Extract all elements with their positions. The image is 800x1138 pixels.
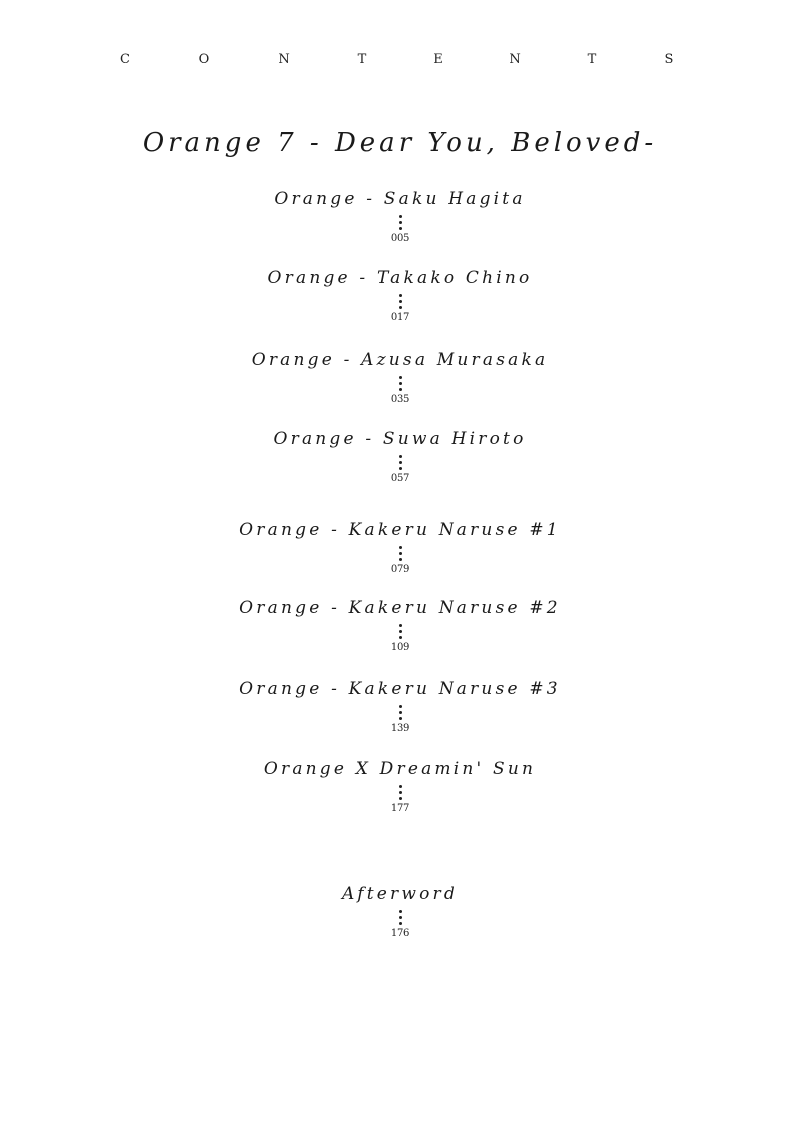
- toc-entry: [0, 429, 800, 485]
- toc-entry: [0, 884, 800, 940]
- header-letter: N: [509, 52, 521, 67]
- toc-entry: [0, 520, 800, 576]
- entry-title: Orange - Takako Chino: [267, 268, 533, 288]
- entry-title: Orange - Suwa Hiroto: [273, 429, 527, 449]
- toc-entry: [0, 598, 800, 654]
- leader-dots-icon: [398, 215, 402, 230]
- book-title: Orange 7 - Dear You, Beloved-: [142, 128, 658, 158]
- entry-title: Orange X Dreamin' Sun: [263, 759, 537, 779]
- toc-entry: [0, 350, 800, 406]
- entry-page-number: 017: [390, 312, 410, 323]
- leader-dots-icon: [398, 546, 402, 561]
- entry-page-number: 005: [390, 233, 410, 244]
- contents-header: [0, 52, 800, 74]
- header-letter: O: [198, 52, 210, 67]
- entry-page-number: 109: [390, 642, 410, 653]
- entry-page-number: 139: [390, 723, 410, 734]
- leader-dots-icon: [398, 624, 402, 639]
- header-letter: S: [664, 52, 674, 67]
- toc-entry: [0, 759, 800, 815]
- toc-entry: [0, 268, 800, 324]
- entry-page-number: 057: [390, 473, 410, 484]
- header-letter: C: [120, 52, 130, 67]
- leader-dots-icon: [398, 455, 402, 470]
- entry-title: Orange - Kakeru Naruse #3: [239, 679, 561, 699]
- toc-entry: [0, 189, 800, 245]
- header-letter: T: [357, 52, 367, 67]
- entry-title: Orange - Saku Hagita: [274, 189, 526, 209]
- leader-dots-icon: [398, 294, 402, 309]
- leader-dots-icon: [398, 785, 402, 800]
- entry-title: Orange - Kakeru Naruse #1: [239, 520, 561, 540]
- toc-entry: [0, 679, 800, 735]
- leader-dots-icon: [398, 910, 402, 925]
- entry-page-number: 079: [390, 564, 410, 575]
- leader-dots-icon: [398, 705, 402, 720]
- header-letter: E: [433, 52, 443, 67]
- entry-title: Orange - Kakeru Naruse #2: [239, 598, 561, 618]
- header-letter: T: [587, 52, 597, 67]
- header-letter: N: [278, 52, 290, 67]
- entry-page-number: 177: [390, 803, 410, 814]
- entry-page-number: 035: [390, 394, 410, 405]
- leader-dots-icon: [398, 376, 402, 391]
- entry-title: Afterword: [342, 884, 458, 904]
- entry-page-number: 176: [390, 928, 410, 939]
- entry-title: Orange - Azusa Murasaka: [251, 350, 549, 370]
